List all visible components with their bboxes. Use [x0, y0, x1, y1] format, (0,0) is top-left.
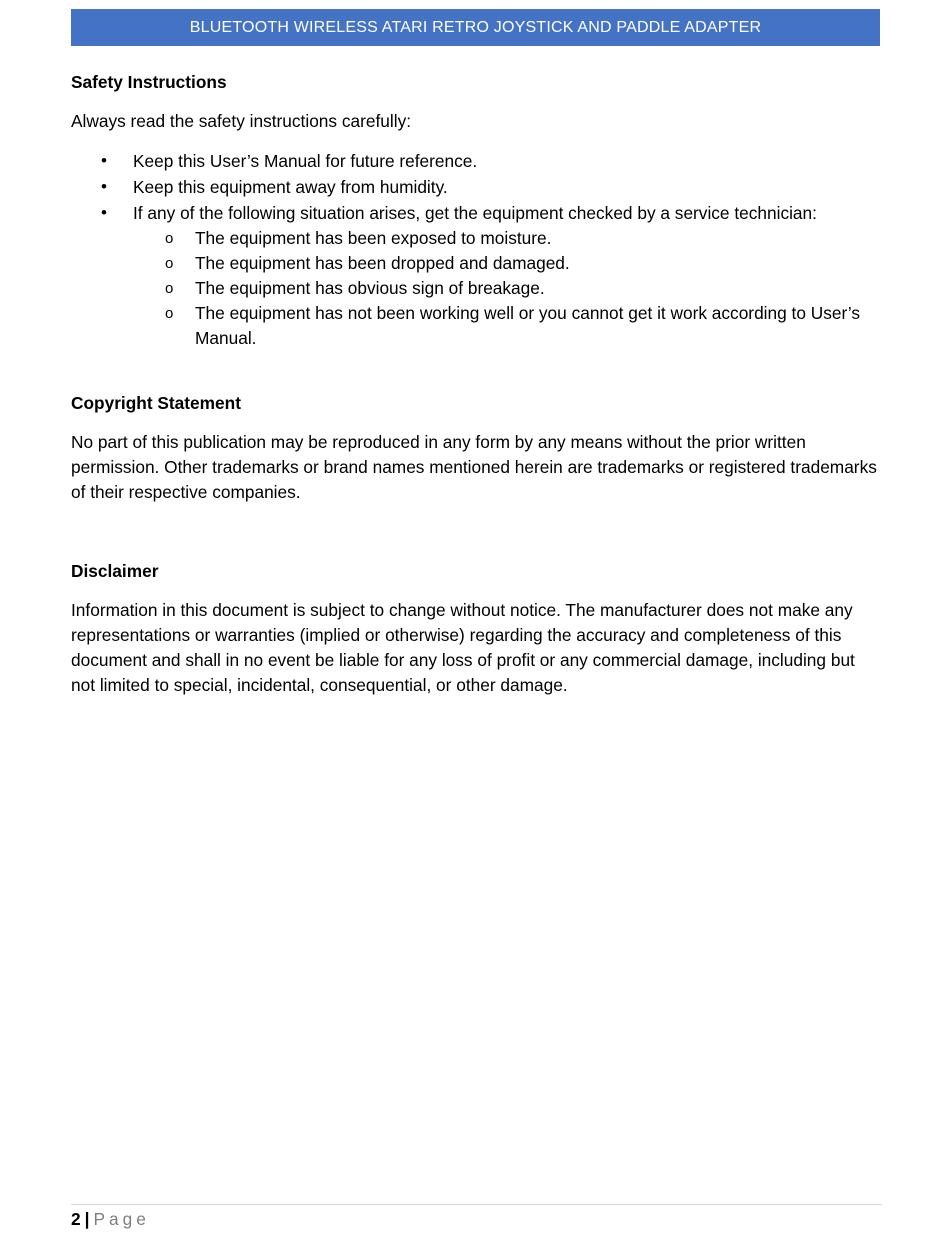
circle-bullet-icon: o — [165, 280, 174, 297]
disclaimer-body: Information in this document is subject to change without notice. The manufacturer does not make any representations or warranties (implied or otherwise) regarding the accuracy and completeness of this document and shall in no event be liable for any loss of profit or any commercial damage, including but not limited to special, incidental, consequential, or other damage. — [71, 600, 855, 695]
copyright-heading: Copyright Statement — [71, 393, 241, 413]
sub-list-item — [71, 251, 880, 276]
sub-bullet-text: The equipment has not been working well or you cannot get it work according to User’s Manual. — [195, 303, 861, 348]
safety-bullet-list — [71, 148, 880, 351]
copyright-body: No part of this publication may be reproduced in any form by any means without the prior written permission. Other trademarks or brand names mentioned herein are trademarks or registered trademarks of their respective companies. — [71, 432, 877, 502]
bullet-text: If any of the following situation arises, get the equipment checked by a service technician: — [133, 203, 817, 223]
sub-list-item — [71, 301, 880, 351]
bullet-icon: • — [101, 151, 107, 170]
document-title: BLUETOOTH WIRELESS ATARI RETRO JOYSTICK AND PADDLE ADAPTER — [189, 19, 762, 36]
page-content — [71, 70, 880, 698]
footer-divider — [71, 1204, 882, 1205]
safety-sub-bullet-list — [133, 226, 880, 351]
sub-list-item — [71, 276, 880, 301]
bullet-text: Keep this equipment away from humidity. — [133, 177, 448, 197]
page-footer — [71, 1207, 150, 1231]
circle-bullet-icon: o — [165, 305, 174, 322]
safety-section — [71, 70, 880, 351]
list-item — [71, 174, 880, 200]
circle-bullet-icon: o — [165, 230, 174, 247]
page-number: 2 — [71, 1209, 81, 1229]
disclaimer-heading: Disclaimer — [71, 561, 159, 581]
disclaimer-section — [71, 559, 880, 698]
bullet-text: Keep this User’s Manual for future reference. — [133, 151, 478, 171]
safety-intro: Always read the safety instructions carefully: — [71, 111, 412, 131]
list-item — [71, 148, 880, 174]
document-header-banner — [71, 9, 880, 46]
bullet-icon: • — [101, 177, 107, 196]
list-item — [71, 200, 880, 351]
page-label: Page — [93, 1209, 150, 1229]
sub-list-item — [71, 226, 880, 251]
circle-bullet-icon: o — [165, 255, 174, 272]
sub-bullet-text: The equipment has been exposed to moisture. — [195, 228, 552, 248]
safety-heading: Safety Instructions — [71, 72, 227, 92]
bullet-icon: • — [101, 203, 107, 222]
footer-separator: | — [84, 1209, 90, 1229]
copyright-section — [71, 391, 880, 505]
sub-bullet-text: The equipment has been dropped and damaged. — [195, 253, 570, 273]
sub-bullet-text: The equipment has obvious sign of breakage. — [195, 278, 545, 298]
